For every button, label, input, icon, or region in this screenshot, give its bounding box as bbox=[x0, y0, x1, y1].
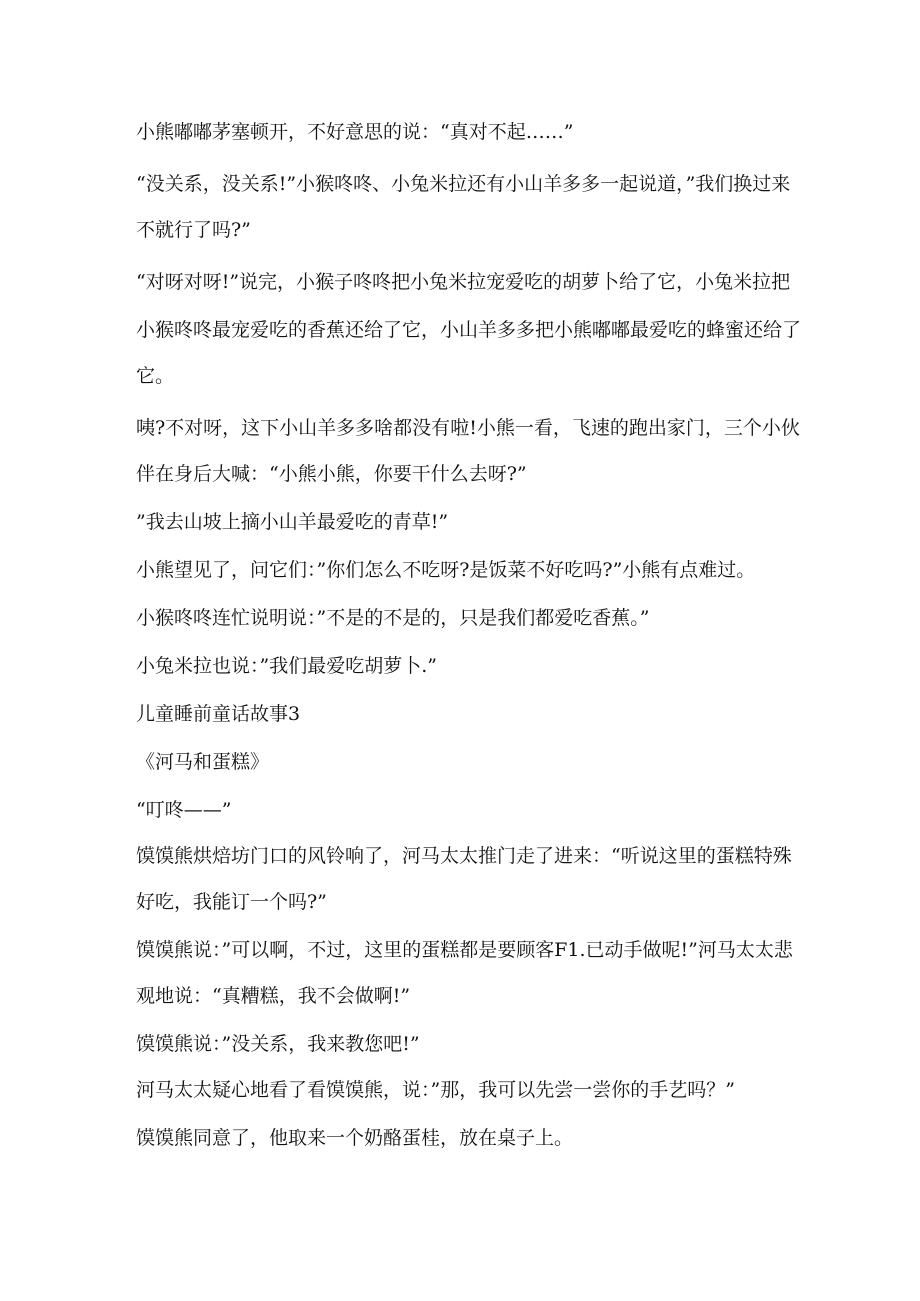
paragraph-line: 馍馍熊说：”没关系，我来教您吧!” bbox=[136, 1033, 420, 1055]
paragraph-line: 小熊望见了，问它们：”你们怎么不吃呀?是饭菜不好吃吗?”小熊有点难过。 bbox=[136, 559, 756, 581]
story-heading: 儿童睡前童话故事3 bbox=[136, 703, 301, 725]
paragraph-line: 好吃，我能订一个吗?” bbox=[136, 891, 327, 913]
paragraph-line: ”我去山坡上摘小山羊最爱吃的青草!” bbox=[136, 511, 449, 533]
paragraph-line: 馍馍熊烘焙坊门口的风铃响了，河马太太推门走了进来：“听说这里的蛋糕特殊 bbox=[136, 845, 792, 867]
paragraph-line: 小兔米拉也说：”我们最爱吃胡萝卜.” bbox=[136, 655, 437, 677]
paragraph-line: 馍馍熊说：”可以啊，不过，这里的蛋糕都是要顾客F1.已动手做呢!”河马太太悲 bbox=[136, 939, 793, 961]
paragraph-line: 观地说：“真糟糕，我不会做啊!” bbox=[136, 985, 411, 1007]
paragraph-line: 小猴咚咚最宠爱吃的香蕉还给了它，小山羊多多把小熊嘟嘟最爱吃的蜂蜜还给了 bbox=[136, 319, 802, 341]
paragraph-line: “没关系，没关系!”小猴咚咚、小兔米拉还有小山羊多多一起说道，”我们换过来 bbox=[136, 173, 791, 195]
paragraph-line: 咦?不对呀，这下小山羊多多啥都没有啦!小熊一看，飞速的跑出家门，三个小伙 bbox=[136, 417, 800, 439]
document-body bbox=[136, 116, 802, 1154]
paragraph-line: 小熊嘟嘟茅塞顿开，不好意思的说：“真对不起……” bbox=[136, 121, 574, 143]
paragraph-line: 小猴咚咚连忙说明说：”不是的不是的，只是我们都爱吃香蕉。” bbox=[136, 607, 650, 629]
paragraph-line: “叮咚——” bbox=[136, 799, 232, 821]
paragraph-line: 伴在身后大喊：“小熊小熊，你要干什么去呀?” bbox=[136, 463, 527, 485]
paragraph-line: “对呀对呀!”说完，小猴子咚咚把小兔米拉宠爱吃的胡萝卜给了它，小兔米拉把 bbox=[136, 271, 791, 293]
story-title: 《河马和蛋糕》 bbox=[136, 751, 270, 773]
paragraph-line: 不就行了吗?” bbox=[136, 219, 251, 241]
paragraph-line: 河马太太疑心地看了看馍馍熊，说：”那，我可以先尝一尝你的手艺吗？” bbox=[136, 1079, 735, 1101]
paragraph-line: 馍馍熊同意了，他取来一个奶酪蛋桂，放在桌子上。 bbox=[136, 1127, 574, 1149]
paragraph-line: 它。 bbox=[136, 365, 175, 387]
